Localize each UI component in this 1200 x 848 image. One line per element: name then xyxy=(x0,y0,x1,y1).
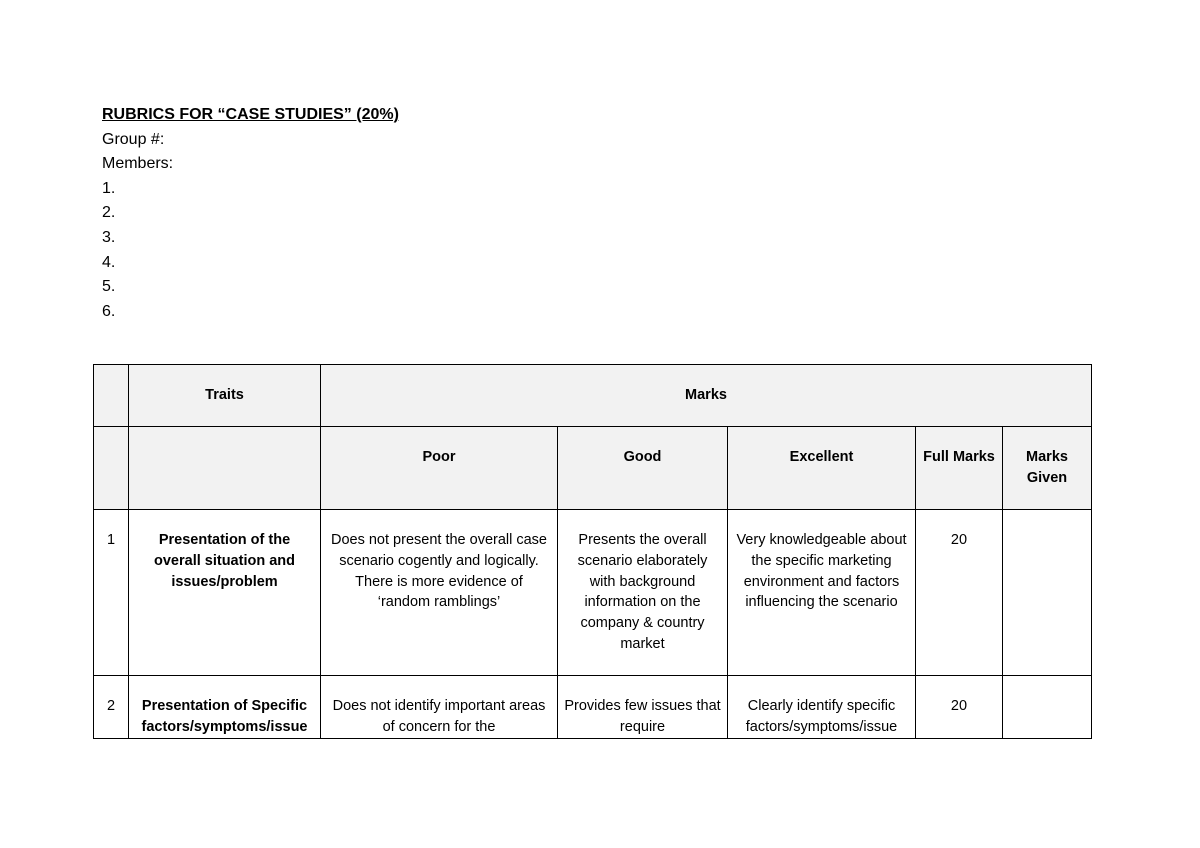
number-subheader-cell xyxy=(94,427,129,510)
row-marks-given xyxy=(1003,510,1092,676)
row-trait: Presentation of Specific factors/symptoms/issue xyxy=(129,676,321,739)
table-header-row xyxy=(94,365,1092,427)
row-marks-given xyxy=(1003,676,1092,739)
good-header: Good xyxy=(558,427,728,510)
member-item: 2. xyxy=(102,204,116,222)
row-poor: Does not present the overall case scenario cogently and logically. There is more evidence of ‘random ramblings’ xyxy=(321,510,558,676)
group-label: Group #: xyxy=(102,130,165,148)
row-number: 1 xyxy=(94,510,129,676)
member-item: 4. xyxy=(102,253,116,271)
members-label: Members: xyxy=(102,155,174,173)
member-item: 1. xyxy=(102,179,116,197)
row-full-marks: 20 xyxy=(916,510,1003,676)
document-header xyxy=(102,103,399,324)
row-excellent: Very knowledgeable about the specific marketing environment and factors influencing the scenario xyxy=(728,510,916,676)
row-trait: Presentation of the overall situation and issues/problem xyxy=(129,510,321,676)
row-full-marks: 20 xyxy=(916,676,1003,739)
member-item: 5. xyxy=(102,278,116,296)
member-item: 6. xyxy=(102,302,116,320)
traits-subheader-cell xyxy=(129,427,321,510)
marks-given-header: Marks Given xyxy=(1003,427,1092,510)
row-good: Presents the overall scenario elaborately with background information on the company & country market xyxy=(558,510,728,676)
document-title: RUBRICS FOR “CASE STUDIES” (20%) xyxy=(102,106,399,123)
rubric-table xyxy=(93,364,1092,739)
row-good: Provides few issues that require xyxy=(558,676,728,739)
row-poor: Does not identify important areas of concern for the xyxy=(321,676,558,739)
number-header-cell xyxy=(94,365,129,427)
table-subheader-row xyxy=(94,427,1092,510)
traits-header: Traits xyxy=(129,365,321,427)
table-row xyxy=(94,676,1092,739)
table-row xyxy=(94,510,1092,676)
poor-header: Poor xyxy=(321,427,558,510)
row-number: 2 xyxy=(94,676,129,739)
row-excellent: Clearly identify specific factors/symptoms/issue xyxy=(728,676,916,739)
excellent-header: Excellent xyxy=(728,427,916,510)
member-item: 3. xyxy=(102,228,116,246)
marks-header: Marks xyxy=(321,365,1092,427)
full-marks-header: Full Marks xyxy=(916,427,1003,510)
